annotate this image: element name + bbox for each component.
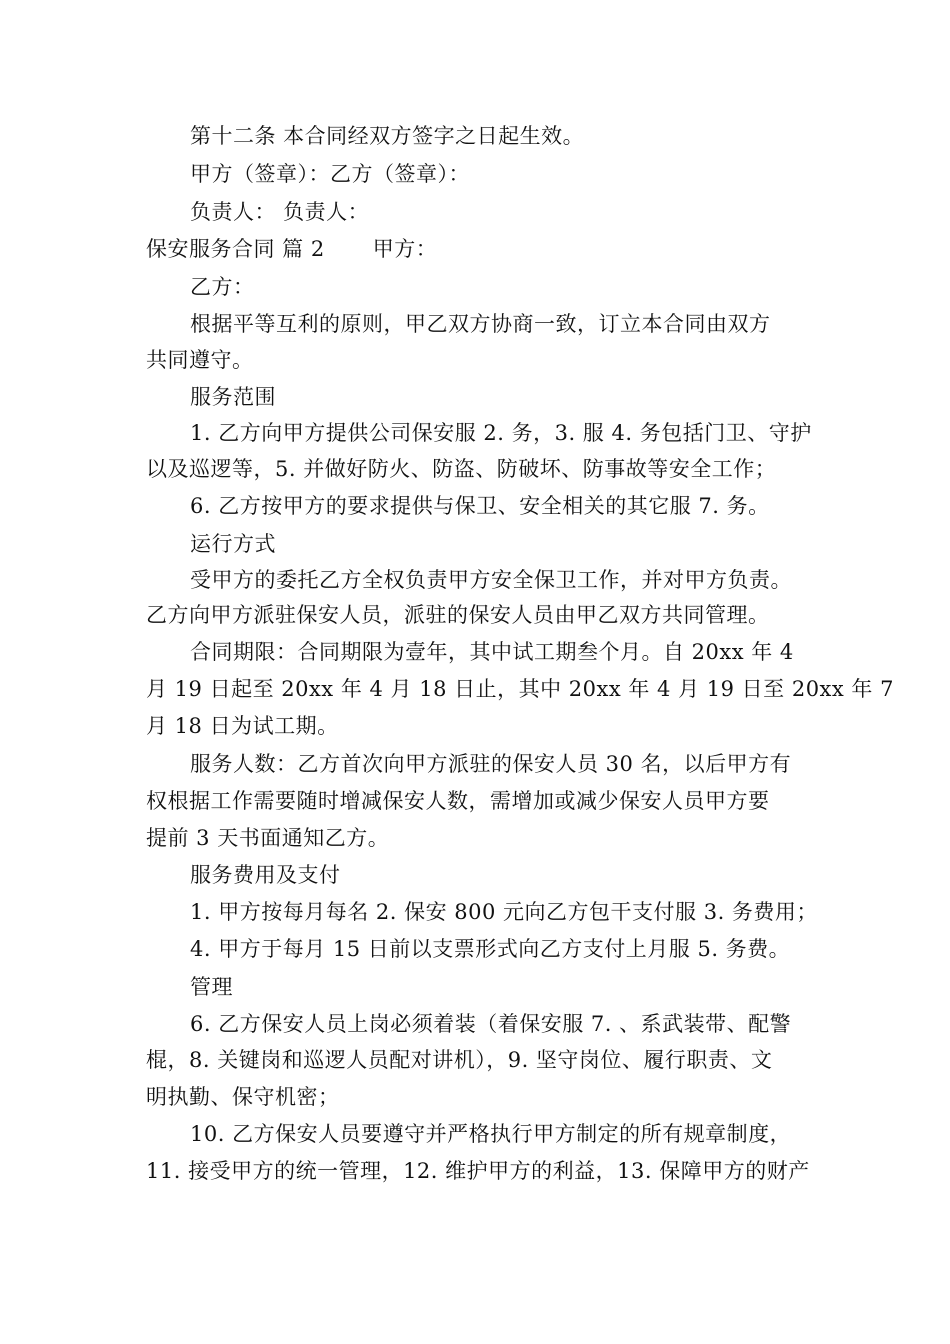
- signature-line: 甲方（签章）：乙方（签章）：: [190, 162, 470, 186]
- service-scope-line-3: 6. 乙方按甲方的要求提供与保卫、安全相关的其它服 7. 务。: [190, 494, 770, 518]
- party-b-label: 乙方：: [190, 275, 255, 299]
- responsible-person-line: 负责人： 负责人：: [190, 200, 370, 224]
- service-scope-heading: 服务范围: [190, 385, 276, 409]
- management-line-2: 棍，8. 关键岗和巡逻人员配对讲机），9. 坚守岗位、履行职责、文: [146, 1048, 773, 1072]
- operation-mode-heading: 运行方式: [190, 532, 276, 556]
- article-12-line: 第十二条 本合同经双方签字之日起生效。: [190, 124, 585, 148]
- contract-title-line: [146, 235, 437, 263]
- contract-term-line-2: 月 19 日起至 20xx 年 4 月 18 日止，其中 20xx 年 4 月 19 日至 20xx 年 7: [146, 677, 894, 701]
- operation-mode-line-1: 受甲方的委托乙方全权负责甲方安全保卫工作，并对甲方负责。: [190, 568, 792, 592]
- staff-count-line-2: 权根据工作需要随时增减保安人数，需增加或减少保安人员甲方要: [146, 789, 770, 813]
- fees-heading: 服务费用及支付: [190, 863, 341, 887]
- staff-count-line-1: 服务人数：乙方首次向甲方派驻的保安人员 30 名，以后甲方有: [190, 752, 792, 776]
- management-line-1: 6. 乙方保安人员上岗必须着装（着保安服 7. 、系武装带、配警: [190, 1012, 792, 1036]
- contract-term-line-3: 月 18 日为试工期。: [146, 714, 339, 738]
- contract-term-line-1: 合同期限：合同期限为壹年，其中试工期叁个月。自 20xx 年 4: [190, 640, 794, 664]
- fees-line-1: 1. 甲方按每月每名 2. 保安 800 元向乙方包干支付服 3. 务费用；: [190, 900, 818, 924]
- party-a-label: 甲方：: [372, 237, 438, 261]
- management-heading: 管理: [190, 975, 233, 999]
- service-scope-line-1: 1. 乙方向甲方提供公司保安服 2. 务，3. 服 4. 务包括门卫、守护: [190, 421, 812, 445]
- principle-line-2: 共同遵守。: [146, 348, 254, 372]
- fees-line-2: 4. 甲方于每月 15 日前以支票形式向乙方支付上月服 5. 务费。: [190, 937, 791, 961]
- management-line-5: 11. 接受甲方的统一管理，12. 维护甲方的利益，13. 保障甲方的财产: [146, 1159, 810, 1183]
- management-line-4: 10. 乙方保安人员要遵守并严格执行甲方制定的所有规章制度，: [190, 1122, 792, 1146]
- service-scope-line-2: 以及巡逻等，5. 并做好防火、防盗、防破坏、防事故等安全工作；: [146, 457, 777, 481]
- staff-count-line-3: 提前 3 天书面通知乙方。: [146, 826, 390, 850]
- operation-mode-line-2: 乙方向甲方派驻保安人员，派驻的保安人员由甲乙双方共同管理。: [146, 603, 770, 627]
- contract-section-title: 保安服务合同 篇 2: [146, 237, 325, 261]
- management-line-3: 明执勤、保守机密；: [146, 1085, 340, 1109]
- principle-line-1: 根据平等互利的原则，甲乙双方协商一致，订立本合同由双方: [190, 312, 771, 336]
